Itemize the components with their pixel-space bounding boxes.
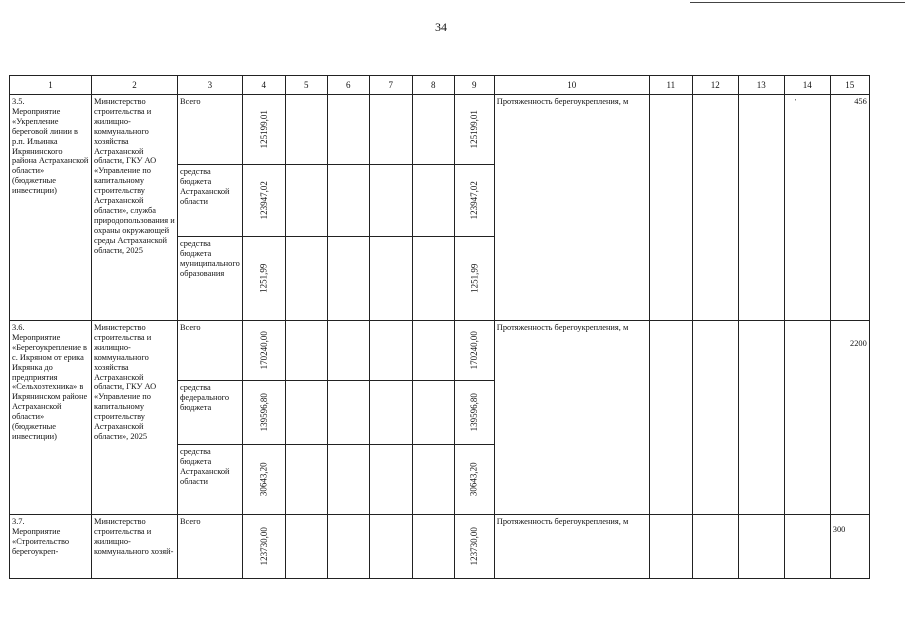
total-cell: 139596,80: [454, 381, 494, 445]
empty-cell: [412, 381, 454, 445]
value-cell: 300: [830, 515, 869, 579]
empty-cell: [649, 515, 692, 579]
source-cell: средства федерального бюджета: [178, 381, 243, 445]
empty-cell: [285, 381, 327, 445]
empty-cell: [285, 165, 327, 237]
empty-cell: [692, 321, 738, 515]
total-cell: 30643,20: [454, 445, 494, 515]
col-header: 12: [692, 76, 738, 95]
empty-cell: [327, 95, 369, 165]
col-header: 14: [784, 76, 830, 95]
indicator-cell: Протяженность берегоукрепления, м: [494, 95, 649, 321]
empty-cell: [369, 381, 412, 445]
empty-cell: [369, 321, 412, 381]
empty-cell: [692, 515, 738, 579]
empty-cell: [369, 445, 412, 515]
empty-cell: [285, 515, 327, 579]
col-header: 13: [738, 76, 784, 95]
empty-cell: [285, 95, 327, 165]
empty-cell: [369, 515, 412, 579]
indicator-cell: Протяженность берегоукрепления, м: [494, 515, 649, 579]
program-table: [9, 75, 870, 579]
value-cell: 2200: [830, 321, 869, 515]
mark: ': [794, 98, 797, 106]
empty-cell: [327, 445, 369, 515]
empty-cell: [369, 95, 412, 165]
value-cell: 456: [830, 95, 869, 321]
indicator-cell: Протяженность берегоукрепления, м: [494, 321, 649, 515]
col-header: 2: [92, 76, 178, 95]
total-cell: 123730,00: [454, 515, 494, 579]
empty-cell: [369, 165, 412, 237]
empty-cell: [649, 95, 692, 321]
empty-cell: [327, 381, 369, 445]
col-header: 4: [242, 76, 285, 95]
source-cell: Всего: [178, 95, 243, 165]
col-header: 10: [494, 76, 649, 95]
col-header: 9: [454, 76, 494, 95]
empty-cell: [369, 237, 412, 321]
source-cell: Всего: [178, 515, 243, 579]
source-cell: Всего: [178, 321, 243, 381]
empty-cell: [738, 95, 784, 321]
measure-cell: 3.7. Мероприятие «Строительство берегоукреп-: [10, 515, 92, 579]
amount-cell: 139596,80: [242, 381, 285, 445]
empty-cell: [327, 321, 369, 381]
empty-cell: [692, 95, 738, 321]
col-header: 6: [327, 76, 369, 95]
amount-cell: 125199,01: [242, 95, 285, 165]
col-header: 8: [412, 76, 454, 95]
source-cell: средства бюджета муниципального образования: [178, 237, 243, 321]
source-cell: средства бюджета Астраханской области: [178, 165, 243, 237]
empty-cell: [649, 321, 692, 515]
executor-cell: Министерство строительства и жилищно-коммунального хозяйства Астраханской области, ГКУ АО «Управление по капитальному строительству Астраханской области», служба природопользования и охраны окружающей среды Астраханской области, 2025: [92, 95, 178, 321]
empty-cell: [327, 237, 369, 321]
empty-cell: [412, 95, 454, 165]
col-header: 3: [178, 76, 243, 95]
table-row: [10, 515, 870, 579]
total-cell: 123947,02: [454, 165, 494, 237]
executor-cell: Министерство строительства и жилищно-коммунального хозяйства Астраханской области, ГКУ АО «Управление по капитальному строительству Астраханской области», 2025: [92, 321, 178, 515]
col-header: 7: [369, 76, 412, 95]
empty-cell: [412, 165, 454, 237]
amount-cell: 1251,99: [242, 237, 285, 321]
col-header: 5: [285, 76, 327, 95]
top-rule: [690, 2, 905, 3]
source-cell: средства бюджета Астраханской области: [178, 445, 243, 515]
header-row: [10, 76, 870, 95]
measure-cell: 3.5. Мероприятие «Укрепление береговой линии в р.п. Ильинка Икрянинского района Астраханской области» (бюджетные инвестиции): [10, 95, 92, 321]
empty-cell: [412, 237, 454, 321]
table-row: [10, 95, 870, 165]
table-row: [10, 321, 870, 381]
col-header: 15: [830, 76, 869, 95]
executor-cell: Министерство строительства и жилищно-коммунального хозяй-: [92, 515, 178, 579]
page-number: 34: [435, 20, 447, 34]
empty-cell: [412, 321, 454, 381]
col-header: 11: [649, 76, 692, 95]
empty-cell: [327, 515, 369, 579]
amount-cell: 123947,02: [242, 165, 285, 237]
amount-cell: 123730,00: [242, 515, 285, 579]
empty-cell: [285, 237, 327, 321]
total-cell: 125199,01: [454, 95, 494, 165]
mark-cell: [784, 95, 830, 321]
total-cell: 1251,99: [454, 237, 494, 321]
empty-cell: [738, 515, 784, 579]
empty-cell: [285, 321, 327, 381]
measure-cell: 3.6. Мероприятие «Берегоукрепление в с. Икряном от ерика Икрянка до предприятия «Сельхозтехника» в Икрянинском районе Астраханской области» (бюджетные инвестиции): [10, 321, 92, 515]
empty-cell: [784, 321, 830, 515]
empty-cell: [738, 321, 784, 515]
empty-cell: [285, 445, 327, 515]
empty-cell: [784, 515, 830, 579]
empty-cell: [412, 445, 454, 515]
amount-cell: 170240,00: [242, 321, 285, 381]
empty-cell: [327, 165, 369, 237]
col-header: 1: [10, 76, 92, 95]
total-cell: 170240,00: [454, 321, 494, 381]
empty-cell: [412, 515, 454, 579]
amount-cell: 30643,20: [242, 445, 285, 515]
